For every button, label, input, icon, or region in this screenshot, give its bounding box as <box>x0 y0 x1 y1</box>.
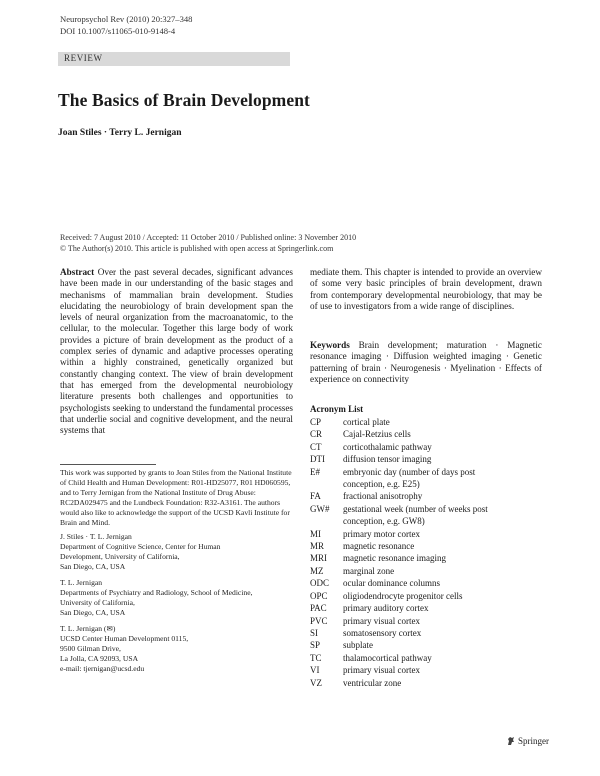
acronym-abbr: VZ <box>310 677 322 688</box>
acronym-definition: fractional anisotrophy <box>343 491 423 502</box>
acronym-definition: embryonic day (number of days post <box>343 466 476 477</box>
affiliation-line: Development, University of California, <box>60 552 180 561</box>
acronym-row <box>310 540 545 552</box>
acronym-definition: magnetic resonance imaging <box>343 553 446 564</box>
acronym-row <box>310 466 545 478</box>
acronym-abbr: MR <box>310 541 325 552</box>
acronym-row <box>310 577 545 589</box>
affiliation-3 <box>60 624 292 674</box>
acronym-definition: primary visual cortex <box>343 665 420 676</box>
affiliation-line: UCSD Center Human Development 0115, <box>60 634 189 643</box>
acronym-definition: corticothalamic pathway <box>343 441 432 452</box>
publisher-logo <box>506 736 549 746</box>
acronym-row <box>310 490 545 502</box>
acronym-row <box>310 478 545 490</box>
received-accepted-dates: Received: 7 August 2010 / Accepted: 11 October 2010 / Published online: 3 November 2010 <box>60 233 357 242</box>
affiliation-1 <box>60 532 292 572</box>
acronym-abbr <box>310 478 343 490</box>
article-authors: Joan Stiles · Terry L. Jernigan <box>58 128 182 138</box>
acronym-definition: ventricular zone <box>343 677 402 688</box>
springer-horse-icon <box>506 736 516 746</box>
acronym-definition: thalamocortical pathway <box>343 652 432 663</box>
publication-dates <box>60 232 356 254</box>
acronym-abbr: MRI <box>310 553 328 564</box>
acronym-row <box>310 602 545 614</box>
acronym-abbr: PVC <box>310 615 328 626</box>
acronym-definition: conception, e.g. GW8) <box>343 516 425 527</box>
section-label-bar <box>58 52 290 66</box>
acronym-row <box>310 590 545 602</box>
acronym-row <box>310 453 545 465</box>
affiliation-names: T. L. Jernigan <box>60 578 103 587</box>
keywords-text: Brain development; maturation · Magnetic resonance imaging · Diffusion weighted imaging · Genetic patterning of brain · Neurogenesis · Myelination · Effects of experience on connectivity <box>310 340 542 384</box>
acronym-definition: conception, e.g. E25) <box>343 479 420 490</box>
acronym-abbr: SP <box>310 640 321 651</box>
affiliation-email[interactable]: e-mail: tjernigan@ucsd.edu <box>60 664 145 673</box>
acronym-row <box>310 503 545 515</box>
doi: DOI 10.1007/s11065-010-9148-4 <box>60 25 176 36</box>
acronym-abbr: ODC <box>310 578 330 589</box>
acronym-abbr: FA <box>310 491 321 502</box>
acronym-row <box>310 428 545 440</box>
acronym-row <box>310 615 545 627</box>
acronym-row <box>310 664 545 676</box>
acronym-definition: primary visual cortex <box>343 615 420 626</box>
keywords-label: Keywords <box>310 340 350 350</box>
acronym-abbr: VI <box>310 665 320 676</box>
affiliation-line: Departments of Psychiatry and Radiology, School of Medicine, <box>60 588 253 597</box>
acronym-abbr: MZ <box>310 565 324 576</box>
acronym-row <box>310 552 545 564</box>
acronym-definition: magnetic resonance <box>343 541 415 552</box>
abstract-continuation: mediate them. This chapter is intended to provide an overview of some very basic principles of brain development, drawn from contemporary developmental neurobiology, that may be of use to investigators from a wide range of disciplines. <box>310 267 542 311</box>
section-label: REVIEW <box>64 53 103 63</box>
open-access-license: © The Author(s) 2010. This article is published with open access at Springerlink.com <box>60 244 334 253</box>
acronym-definition: gestational week (number of weeks post <box>343 503 488 514</box>
acronym-definition: somatosensory cortex <box>343 627 422 638</box>
acronym-definition: primary auditory cortex <box>343 603 429 614</box>
abstract-label: Abstract <box>60 267 95 277</box>
publisher-name: Springer <box>518 736 549 746</box>
acronym-abbr: PAC <box>310 603 327 614</box>
abstract <box>60 267 293 436</box>
acronym-definition: ocular dominance columns <box>343 578 440 589</box>
acronym-abbr: MI <box>310 528 321 539</box>
acronym-row <box>310 416 545 428</box>
acronym-abbr: CR <box>310 429 323 440</box>
article-title: The Basics of Brain Development <box>58 90 310 110</box>
acronym-abbr: DTI <box>310 454 325 465</box>
acronym-abbr: E# <box>310 466 320 477</box>
acronym-abbr: SI <box>310 627 319 638</box>
affiliation-line: San Diego, CA, USA <box>60 608 126 617</box>
acronym-row <box>310 528 545 540</box>
acronym-list <box>310 416 545 689</box>
acronym-definition: Cajal-Retzius cells <box>343 429 411 440</box>
acronym-row <box>310 677 545 689</box>
keywords <box>310 340 542 385</box>
acronym-row <box>310 627 545 639</box>
affiliation-line: University of California, <box>60 598 135 607</box>
acronym-definition: diffusion tensor imaging <box>343 454 432 465</box>
acronym-row <box>310 565 545 577</box>
acronym-row <box>310 515 545 527</box>
affiliation-names: J. Stiles · T. L. Jernigan <box>60 532 132 541</box>
affiliation-line: La Jolla, CA 92093, USA <box>60 654 139 663</box>
acronym-definition: oligiodendrocyte progenitor cells <box>343 590 463 601</box>
affiliation-line: San Diego, CA, USA <box>60 562 126 571</box>
affiliation-line: Department of Cognitive Science, Center for Human <box>60 542 221 551</box>
affiliation-line: 9500 Gilman Drive, <box>60 644 121 653</box>
acronym-definition: subplate <box>343 640 373 651</box>
acronym-abbr: GW# <box>310 503 330 514</box>
affiliation-names: T. L. Jernigan (✉) <box>60 624 116 633</box>
funding-note: This work was supported by grants to Joan Stiles from the National Institute of Child Health and Human Development: R01-HD25077, R01 HD060595, and to Terry Jernigan from the National Institute of Drug Abuse: RC2DA029475 and the Lundbeck Foundation: R32-A3161. The authors would also like to acknowledge the support of the UCSD Kavli Institute for Brain and Mind. <box>60 468 292 527</box>
acronym-abbr: TC <box>310 652 322 663</box>
acronym-list-title: Acronym List <box>310 404 364 414</box>
abstract-text: Over the past several decades, significant advances have been made in our understanding of the basic stages and mechanisms of mammalian brain development. Studies elucidating the neurobiology of brain development span the levels of neural organization from the macroanatomic, to the cellular, to the molecular. Together this large body of work provides a picture of brain development as the product of a complex series of dynamic and adaptive processes operating within a highly constrained, genetically organized but constantly changing context. The view of brain development that has emerged from the developmental neurobiology literature presents both challenges and opportunities to psychologists seeking to understand the fundamental processes that underlie social and cognitive development, and the neural systems that <box>60 267 293 436</box>
acronym-definition: primary motor cortex <box>343 528 420 539</box>
acronym-abbr: CP <box>310 417 322 427</box>
acronym-definition: marginal zone <box>343 565 395 576</box>
journal-citation: Neuropsychol Rev (2010) 20:327–348 <box>60 14 193 24</box>
acronym-abbr: OPC <box>310 590 328 601</box>
acronym-definition: cortical plate <box>343 417 390 427</box>
acronym-abbr <box>310 515 343 527</box>
journal-header <box>60 14 192 37</box>
acronym-row <box>310 639 545 651</box>
footnote-divider <box>60 464 156 465</box>
acronym-row <box>310 652 545 664</box>
acronym-abbr: CT <box>310 441 322 452</box>
acronym-row <box>310 441 545 453</box>
affiliation-2 <box>60 578 292 618</box>
